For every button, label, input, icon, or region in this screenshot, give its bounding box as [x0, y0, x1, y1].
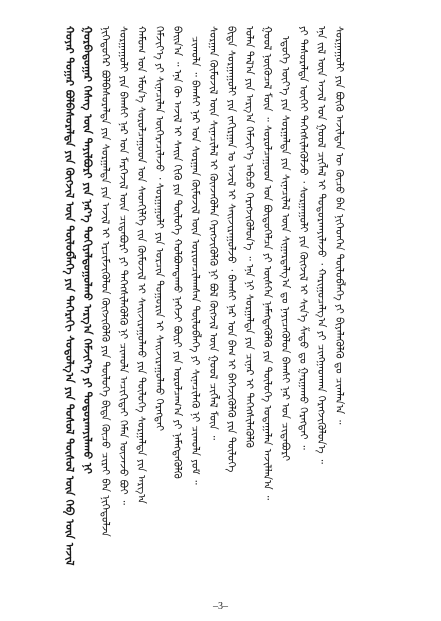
text-column: ᠶᠢ ᠲᠠᠰᠤᠷᠠᠯᠲᠠ ᠦᠭᠡᠢ ᠳᠡᠭᠡᠭᠰᠢᠯᠡᠭᠦᠯᠵᠦ ᠂ ᠰᠤᠷᠭᠠᠭᠤᠯᠢ ᠶᠢᠨ ᠬᠥᠭᠵᠢᠯ ᠢ ᠰᠢᠨ᠎ᠡ ᠱᠠᠲᠤ ᠳᠤ ᠭᠠᠷᠭᠠᠬᠤ ᠬᠡᠷᠡᠭᠲᠡᠢ ᠃ — [297, 26, 309, 450]
text-column: ᠨᠢᠭᠡᠳᠦᠭᠡᠷ ᠪᠣᠯᠪᠠᠰᠤᠷᠠᠯᠲᠠ ᠶᠢᠨ ᠰᠤᠷᠭᠠᠯᠲᠠ ᠶᠢᠨ ᠠᠵᠢᠯ ᠢ ᠡᠷᠴᠢᠮᠵᠢᠭᠦᠯᠦᠨ ᠬᠥᠭᠵᠢᠭᠦᠯᠬᠦ ᠶᠢᠨ ᠲᠥᠯᠥᠭᠡ ᠪᠢᠳᠡ ᠬᠦᠴᠦ ᠴᠢᠷᠠᠢ ᠪᠡᠨ ᠨᠢᠭᠡᠳᠦᠯᠵᠡ — [99, 26, 111, 537]
text-column: ᠬᠠᠮᠤᠭ ᠤᠨ ᠡᠮᠦᠨ᠎ᠡ ᠰᠤᠷᠤᠯᠴᠠᠭᠤᠳ ᠤᠨ ᠰᠡᠳᠬᠢᠯᠭᠡ ᠵᠢᠨ ᠬᠥᠮᠦᠵᠢᠯ ᠢ ᠰᠠᠢᠵᠢᠷᠠᠭᠤᠯᠬᠤ ᠶᠢᠨ ᠲᠥᠯᠥᠭᠡ ᠰᠤᠷᠭᠠᠯᠲᠠ ᠶᠢᠨ ᠠᠷᠭ᠎ᠠ — [135, 26, 147, 504]
text-column: ᠣᠯᠠᠨ ᠲᠠᠯ᠎ᠠ ᠶᠢᠨ ᠠᠷᠭ᠎ᠠ ᠬᠡᠮᠵᠢᠶ᠎ᠡ ᠠᠪᠴᠤ ᠬᠡᠷᠡᠭᠵᠢᠭᠦᠯᠦᠨ᠎ᠡ ᠃ ᠡᠨᠡ ᠨᠢ ᠰᠤᠷᠭᠠᠯᠲᠠ ᠶᠢᠨ ᠴᠢᠨᠠᠷ ᠢ ᠳᠡᠭᠡᠭᠰᠢᠯᠡᠭᠦᠯᠬᠦ — [243, 26, 255, 448]
footnote-line: ᠭᠤᠷᠪᠠᠳᠤᠭᠠᠷ ᠬᠡᠰᠡᠭ ᠦᠨ ᠲᠠᠶᠢᠯᠪᠤᠷᠢ ᠶᠢᠨ ᠨᠡᠷ᠎ᠡ ᠲᠣᠬᠢᠶᠠᠯᠳᠤᠭᠤᠯᠬᠤ ᠠᠷᠭ᠎ᠠ ᠬᠡᠮᠵᠢᠶ᠎ᠡ ᠶᠢ ᠲᠣᠳᠤᠷᠬᠠᠶᠢᠯᠠᠬᠤ ᠨᠢ — [81, 26, 94, 474]
page-number: –3– — [213, 601, 228, 612]
text-column: ᠬᠡᠮᠵᠢᠶ᠎ᠡ ᠶᠢ ᠰᠢᠨᠡᠴᠢᠯᠡᠨ ᠥᠭᠡᠷᠡᠴᠢᠯᠡᠵᠦ ᠂ ᠰᠤᠷᠭᠠᠭᠤᠯᠢ ᠶᠢᠨ ᠣᠷᠴᠢᠨ ᠲᠣᠭᠣᠷᠢᠨ ᠢ ᠰᠠᠢᠵᠢᠷᠠᠭᠤᠯᠬᠤ ᠬᠡᠷᠡᠭᠲᠡᠢ — [153, 26, 165, 431]
text-column: ᠰᠤᠷᠭᠠᠭᠤᠯᠢ ᠶᠢᠨ ᠪᠦᠬᠦ ᠠᠵᠢᠯᠲᠠᠨ ᠦ ᠬᠦᠴᠦ ᠪᠡᠨ ᠨᠢᠭᠡᠳᠬᠡᠨ ᠲᠥᠯᠥᠪᠯᠡᠭᠡ ᠶᠢ ᠪᠢᠶᠡᠯᠡᠭᠦᠯᠬᠦ ᠳᠤ ᠴᠢᠭᠯᠠᠨ᠎ᠠ ᠃ — [333, 26, 345, 425]
text-column: ᠪᠢᠳᠡ ᠰᠤᠷᠭᠠᠭᠤᠯᠢ ᠶᠢᠨ ᠵᠠᠬᠢᠷᠭᠠᠨ ᠤ ᠠᠵᠢᠯ ᠢ ᠰᠠᠢᠵᠢᠷᠠᠭᠤᠯᠵᠤ ᠂ ᠪᠠᠭᠰᠢ ᠨᠠᠷ ᠤᠨ ᠪᠠᠭ ᠢ ᠪᠡᠭᠡᠵᠢᠭᠦᠯᠬᠦ ᠶᠢᠨ ᠲᠥᠯᠥᠭᠡ — [225, 26, 237, 473]
vertical-text-block — [62, 26, 402, 598]
text-column: ᠡᠳᠦᠭᠡ ᠦᠶ᠎ᠡ ᠶᠢᠨ ᠰᠤᠷᠭᠠᠯᠲᠠ ᠶᠢᠨ ᠰᠢᠨᠡᠴᠢᠯᠡᠯ ᠦᠨ ᠰᠢᠭᠠᠷᠳᠠᠯᠭ᠎ᠠ ᠳᠤ ᠨᠡᠶᠢᠴᠡᠭᠦᠯᠦᠨ ᠪᠠᠭᠰᠢ ᠨᠠᠷ ᠤᠨ ᠴᠢᠳᠠᠪᠤᠷᠢ — [279, 36, 291, 462]
text-column: ᠭᠣᠣᠯ ᠨᠥᠬᠦᠴᠡᠯ ᠮᠥᠨ ᠃ ᠰᠤᠷᠤᠯᠴᠠᠭᠤᠳ ᠤᠨ ᠪᠦᠲᠦᠭᠡᠯᠴᠡ ᠶᠢ ᠥᠰᠬᠡᠨ ᠨᠡᠮᠡᠭᠳᠡᠭᠦᠯᠬᠦ ᠶᠢᠨ ᠲᠥᠯᠥᠭᠡ ᠤᠳᠠᠭᠠᠯᠠᠨ ᠠᠵᠢᠯᠯᠠᠨ᠎ᠠ ᠃ — [261, 26, 273, 501]
text-column: ᠰᠤᠷᠭᠠᠨ ᠬᠦᠮᠦᠵᠢᠯ ᠦᠨ ᠰᠢᠨᠡᠴᠢᠯᠡᠯ ᠢ ᠭᠦᠨᠵᠡᠭᠦᠯᠡᠨ ᠬᠡᠷᠡᠭᠵᠢᠭᠦᠯᠬᠦ ᠨᠢ ᠪᠣᠯ ᠬᠥᠭᠵᠢᠯ ᠦᠨ ᠭᠣᠣᠯ ᠴᠢᠭᠯᠡᠯ ᠮᠥᠨ ᠃ — [207, 26, 219, 441]
text-column: ᠪᠠᠢᠨ᠎ᠠ ᠃ ᠡᠨᠡ ᠬᠦ ᠠᠵᠢᠯ ᠢ ᠰᠠᠢᠨ ᠬᠢᠬᠦ ᠶᠢᠨ ᠲᠥᠯᠥᠭᠡ ᠬᠣᠯᠪᠣᠭᠳᠠᠬᠤ ᠨᠡᠭᠡᠵᠢ ᠪᠥᠷᠢ ᠶᠢᠨ ᠣᠷᠤᠯᠴᠠᠭ᠎ᠠ ᠶᠢ ᠨᠡᠮᠡᠭᠳᠡᠭᠦᠯᠬᠦ — [171, 26, 183, 479]
text-column: ᠰᠤᠷᠭᠠᠭᠤᠯᠢ ᠶᠢᠨ ᠪᠠᠭᠰᠢ ᠨᠠᠷ ᠤᠨ ᠮᠡᠷᠭᠡᠵᠢᠯ ᠦᠨ ᠴᠢᠳᠠᠪᠤᠷᠢ ᠶᠢ ᠳᠡᠭᠡᠭᠰᠢᠯᠡᠭᠦᠯᠬᠦ ᠨᠢ ᠴᠢᠬᠤᠯᠠ ᠠᠴᠢᠬᠢᠲᠠᠢ ᠬᠡᠮᠡᠨ ᠦᠵᠡᠵᠦ ᠪᠣᠢ ᠃ — [117, 26, 129, 505]
text-column: ᠡᠨᠡ ᠵᠢᠯ ᠦᠨ ᠠᠵᠢᠯ ᠤᠨ ᠭᠣᠣᠯ ᠴᠢᠭᠯᠡᠯ ᠢ ᠲᠣᠳᠤᠷᠬᠠᠶᠢᠯᠠᠵᠤ ᠂ ᠬᠠᠷᠢᠭᠤᠴᠠᠯᠭ᠎ᠠ ᠶᠢ ᠴᠢᠩᠭᠠᠳᠭᠠᠨ ᠬᠡᠷᠡᠭᠵᠢᠭᠦᠯᠦᠨ᠎ᠡ ᠃ — [315, 26, 327, 464]
text-column: ᠴᠢᠬᠤᠯᠠ ᠃ ᠪᠠᠭᠰᠢ ᠨᠠᠷ ᠤᠨ ᠰᠤᠷᠭᠠᠨ ᠬᠦᠮᠦᠵᠢᠯ ᠦᠨ ᠤᠷᠢᠳᠴᠢᠯᠠᠭᠰᠠᠨ ᠲᠥᠯᠥᠪᠯᠡᠭᠡ ᠶᠢ ᠰᠢᠨᠡᠴᠢᠯᠡᠬᠦ ᠨᠢ ᠴᠢᠬᠤᠯᠠ ᠶᠤᠮ ᠃ — [189, 36, 201, 485]
footnote-line: ᠬᠣᠶᠠᠷ ᠳᠤᠭᠠᠷ ᠪᠣᠯᠪᠠᠰᠤᠷᠠᠯᠲᠠ ᠶᠢᠨ ᠬᠥᠭᠵᠢᠯ ᠦᠨ ᠲᠥᠯᠥᠪᠯᠡᠭᠡ ᠶᠢᠨ ᠳᠡᠭᠡᠷᠡᠬᠢ ᠰᠤᠳᠤᠯᠭ᠎ᠠ ᠶᠢᠨ ᠲᠤᠰᠤᠯ ᠲᠦᠰᠦᠯ ᠦᠨ ᠬᠡᠪ ᠦᠨ ᠠᠵᠢᠯ — [63, 26, 76, 566]
